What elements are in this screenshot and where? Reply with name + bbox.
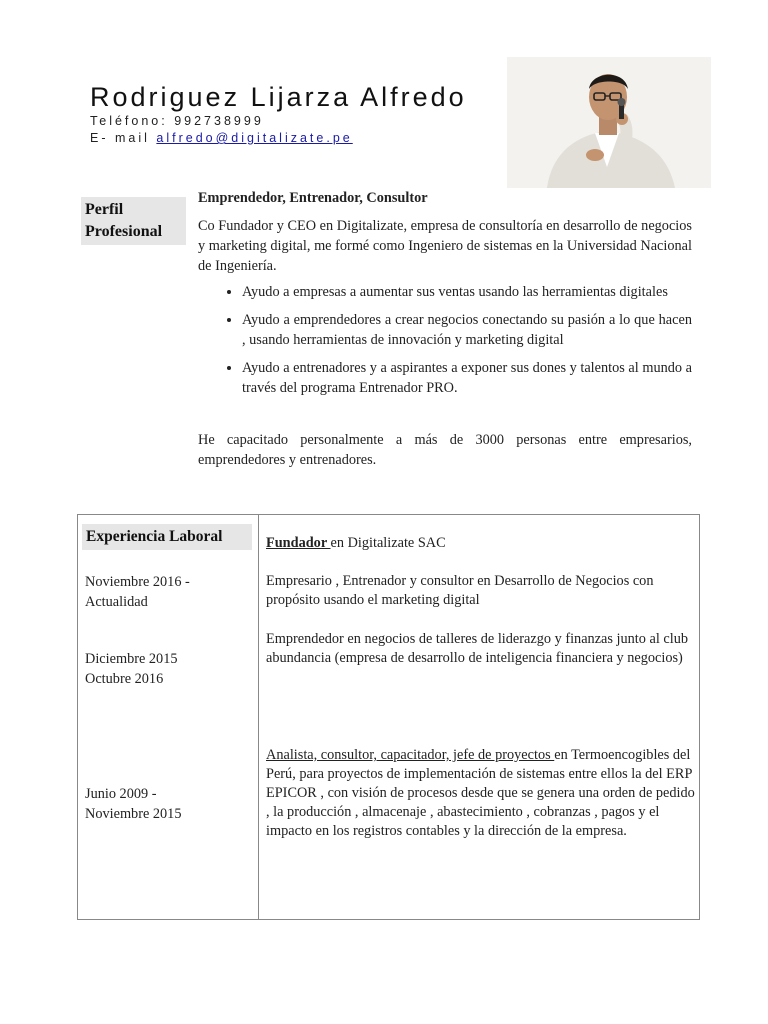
perfil-bullet: • Ayudo a entrenadores y a aspirantes a exponer sus dones y talentos al mundo a través del programa Entrenador PRO. [242,358,692,398]
job3-date-end: Noviembre 2015 [85,806,182,822]
email-label: E- mail [90,131,157,145]
job1-company: en Digitalizate SAC [330,535,446,551]
candidate-name: Rodriguez Lijarza Alfredo [90,82,467,112]
job3-description [266,746,698,841]
job3-title: Analista, consultor, capacitador, jefe de proyectos [266,747,555,763]
phone-line: Teléfono: 992738999 [90,114,264,128]
perfil-bullet: • Ayudo a empresas a aumentar sus ventas usando las herramientas digitales [242,282,692,302]
perfil-label-line1: Perfil [85,201,124,218]
job3-detail: en Termoencogibles del Perú, para proyectos de implementación de sistemas entre ellos la del ERP EPICOR , con visión de procesos desde que se genera una orden de pedido , la producción , almacenaje , abastecimiento , cobranzas , pagos y el impacto en los registros contables y la dirección de la empresa. [266,747,695,839]
experience-section-label: Experiencia Laboral [82,524,252,550]
job1-date: Noviembre 2016 - Actualidad [85,574,190,610]
perfil-closing: He capacitado personalmente a más de 3000 personas entre empresarios, emprendedores y entrenadores. [198,432,692,468]
job2-date [85,649,255,689]
job3-date-start: Junio 2009 - [85,786,157,802]
email-link[interactable]: alfredo@digitalizate.pe [156,131,353,145]
job2-date-start: Diciembre 2015 [85,651,178,667]
job2-date-end: Octubre 2016 [85,671,164,687]
email-line [90,131,353,145]
perfil-intro: Co Fundador y CEO en Digitalizate, empresa de consultoría en desarrollo de negocios y marketing digital, me formé como Ingeniero de sistemas en la Universidad Nacional de Ingeniería. [198,218,692,274]
job1-heading [266,534,698,553]
job1-title: Fundador [266,535,331,551]
profile-photo [507,57,711,188]
perfil-content [198,188,692,470]
perfil-bullet-list [198,282,692,398]
job1-description: Empresario , Entrenador y consultor en Desarrollo de Negocios con propósito usando el marketing digital [266,573,654,608]
person-photo-icon [507,57,711,188]
job3-date [85,784,255,824]
perfil-tagline: Emprendedor, Entrenador, Consultor [198,190,428,206]
experience-divider [258,515,259,919]
perfil-label-line2: Profesional [85,223,163,240]
experience-table [77,514,700,920]
perfil-section-label [81,197,186,245]
job2-description: Emprendedor en negocios de talleres de liderazgo y finanzas junto al club abundancia (empresa de desarrollo de inteligencia financiera y negocios) [266,631,688,666]
perfil-bullet: • Ayudo a emprendedores a crear negocios conectando su pasión a lo que hacen , usando herramientas de innovación y marketing digital [242,310,692,350]
